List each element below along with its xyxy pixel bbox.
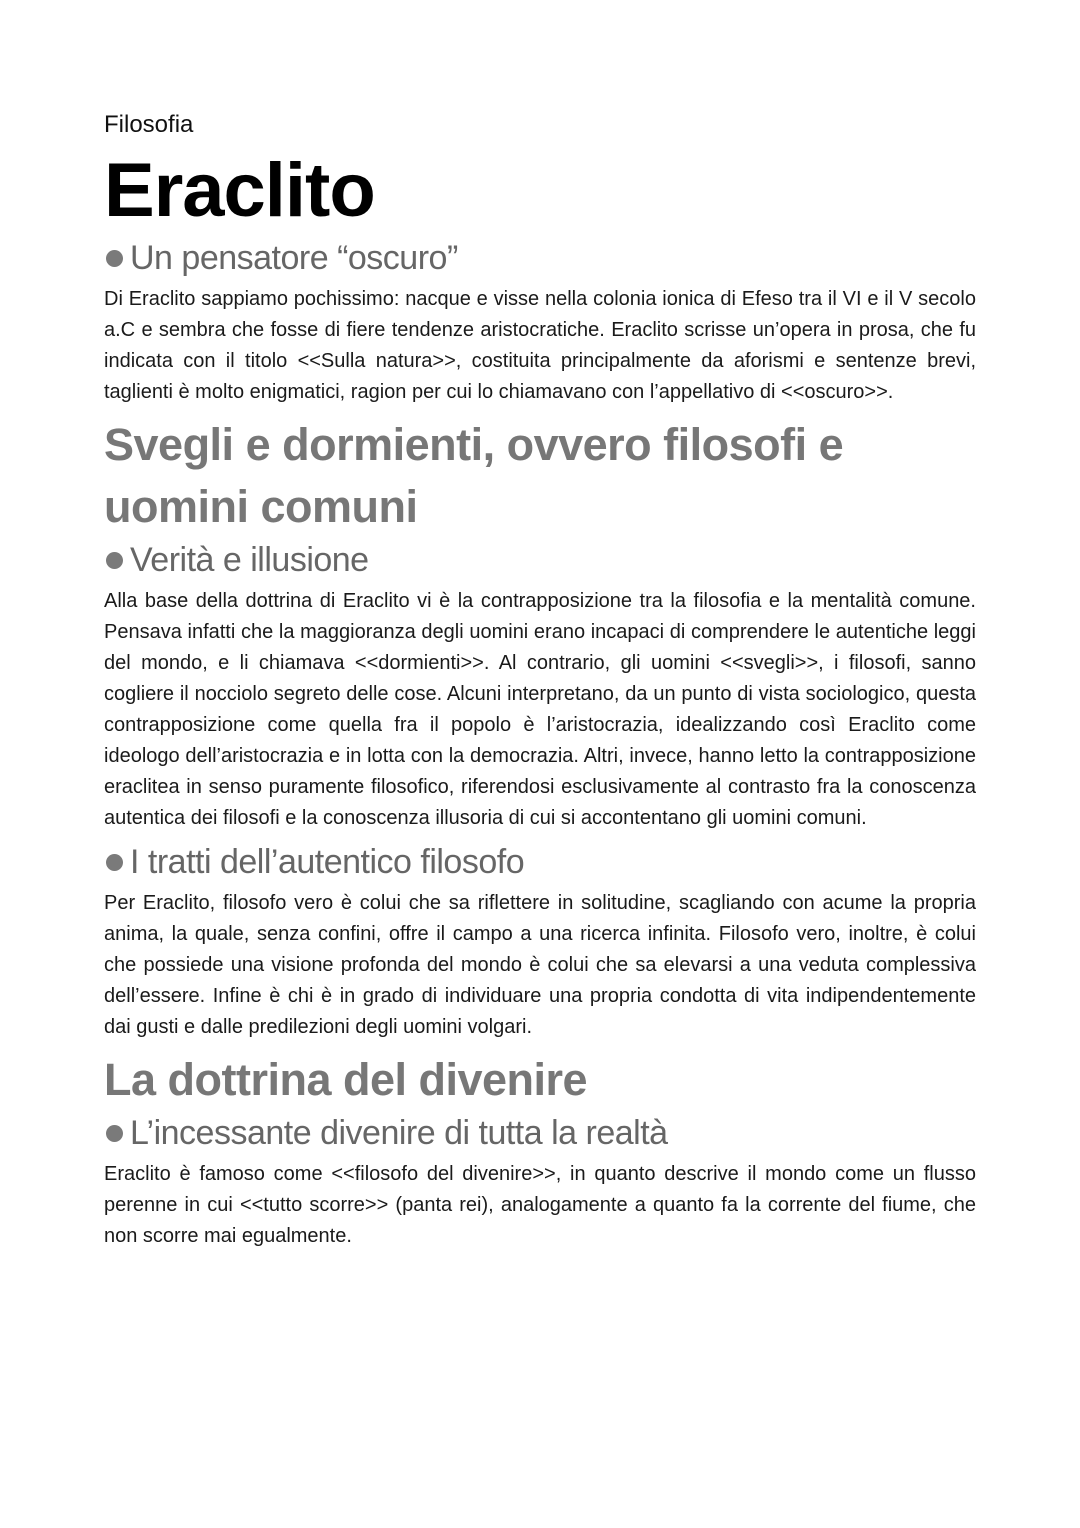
subheading-text: L’incessante divenire di tutta la realtà (130, 1114, 668, 1152)
document-page (104, 108, 976, 1252)
paragraph-verita: Alla base della dottrina di Eraclito vi è la contrapposizione tra la filosofia e la mentalità comune. Pensava infatti che la maggioranza degli uomini erano incapaci di comprendere le autentiche leggi del mondo, e li chiamava <<dormienti>>. Al contrario, gli uomini <<svegli>>, i filosofi, sanno cogliere il nocciolo segreto delle cose. Alcuni interpretano, da un punto di vista sociologico, questa contrapposizione come quella fra il popolo è l’aristocrazia, idealizzando così Eraclito come ideologo dell’aristocrazia e in lotta con la democrazia. Altri, invece, hanno letto la contrapposizione eraclitea in senso puramente filosofico, riferendosi esclusivamente al contrasto fra la conoscenza autentica dei filosofi e la conoscenza illusoria di cui si accontentano gli uomini comuni. (104, 590, 976, 829)
subject-label: Filosofia (104, 111, 194, 138)
paragraph-oscuro: Di Eraclito sappiamo pochissimo: nacque e visse nella colonia ionica di Efeso tra il VI e il V secolo a.C e sembra che fosse di fiere tendenze aristocratiche. Eraclito scrisse un’opera in prosa, che fu indicata con il titolo <<Sulla natura>>, costituita principalmente da aforismi e sentenze brevi, taglienti è molto enigmatici, ragion per cui lo chiamavano con l’appellativo di <<oscuro>>. (104, 288, 976, 403)
bullet-icon (106, 1125, 123, 1142)
page-title: Eraclito (104, 148, 375, 233)
bullet-icon (106, 854, 123, 871)
section-heading-divenire: La dottrina del divenire (104, 1054, 588, 1105)
subheading-text: I tratti dell’autentico filosofo (130, 843, 525, 881)
subheading-incessante (104, 1111, 976, 1155)
subheading-tratti (104, 840, 976, 884)
bullet-icon (106, 250, 123, 267)
subheading-text: Un pensatore “oscuro” (130, 239, 458, 277)
section-heading-svegli-dormienti: Svegli e dormienti, ovvero filosofi e uomini comuni (104, 419, 844, 532)
subheading-verita (104, 538, 976, 582)
paragraph-tratti: Per Eraclito, filosofo vero è colui che sa riflettere in solitudine, scagliando con acume la propria anima, la quale, senza confini, offre il campo a una ricerca infinita. Filosofo vero, inoltre, è colui che possiede una visione profonda del mondo è colui che sa elevarsi a una veduta complessiva dell’essere. Infine è chi è in grado di individuare una propria condotta di vita indipendentemente dai gusti e dalle predilezioni degli uomini volgari. (104, 892, 976, 1038)
subheading-text: Verità e illusione (130, 541, 369, 579)
bullet-icon (106, 552, 123, 569)
paragraph-incessante: Eraclito è famoso come <<filosofo del divenire>>, in quanto descrive il mondo come un flusso perenne in cui <<tutto scorre>> (panta rei), analogamente a quanto fa la corrente del fiume, che non scorre mai egualmente. (104, 1163, 976, 1247)
subheading-oscuro (104, 236, 976, 280)
